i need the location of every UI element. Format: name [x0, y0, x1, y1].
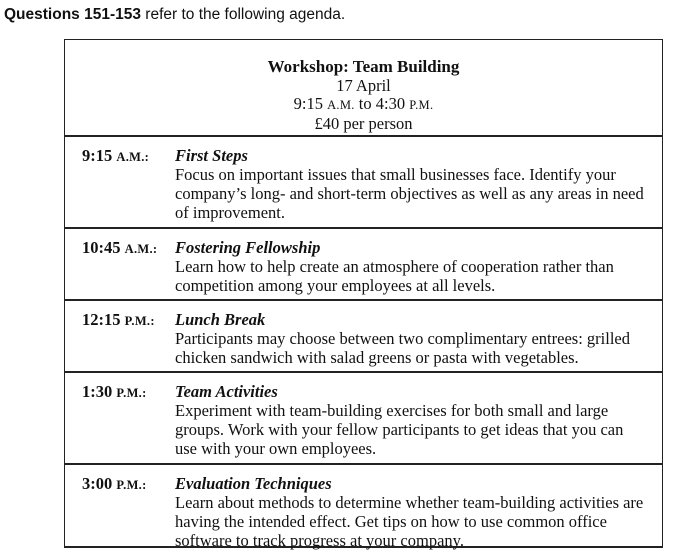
session-description: Experiment with team-building exercises for both small and large groups. Work with your fellow participants to get ideas that you can use with your own employees.	[175, 401, 624, 458]
session-description: Learn how to help create an atmosphere of cooperation rather than competition among your employees at all levels.	[175, 257, 614, 295]
question-intro	[4, 6, 345, 24]
session-time: 9:15 A.M.:	[82, 146, 150, 165]
session-row	[65, 301, 662, 373]
workshop-hours: 9:15 A.M. to 4:30 P.M.	[293, 94, 434, 113]
session-description: Participants may choose between two complimentary entrees: grilled chicken sandwich with salad greens or pasta with vegetables.	[175, 329, 630, 367]
session-row	[65, 229, 662, 301]
session-title: Lunch Break	[175, 310, 266, 329]
question-text: refer to the following agenda.	[140, 6, 346, 23]
session-description: Focus on important issues that small businesses face. Identify your company’s long- and short-term objectives as well as any areas in need of improvement.	[175, 165, 644, 222]
session-time: 10:45 A.M.:	[82, 238, 158, 257]
session-time: 1:30 P.M.:	[82, 382, 147, 401]
workshop-title: Workshop: Team Building	[267, 57, 460, 76]
session-time: 3:00 P.M.:	[82, 474, 147, 493]
workshop-date: 17 April	[336, 75, 391, 95]
session-title: First Steps	[175, 146, 248, 165]
agenda-box	[64, 39, 663, 548]
question-range: Questions 151-153	[4, 6, 141, 23]
session-title: Fostering Fellowship	[175, 238, 321, 257]
session-row	[65, 137, 662, 229]
agenda-header	[65, 40, 662, 137]
session-title: Team Activities	[175, 382, 278, 401]
session-row	[65, 373, 662, 465]
session-row	[65, 465, 662, 549]
session-title: Evaluation Techniques	[175, 474, 332, 493]
session-description: Learn about methods to determine whether team-building activities are having the intended effect. Get tips on how to use common office software to track progress at your company.	[175, 493, 644, 550]
workshop-price: £40 per person	[314, 113, 413, 133]
session-time: 12:15 P.M.:	[82, 310, 155, 329]
